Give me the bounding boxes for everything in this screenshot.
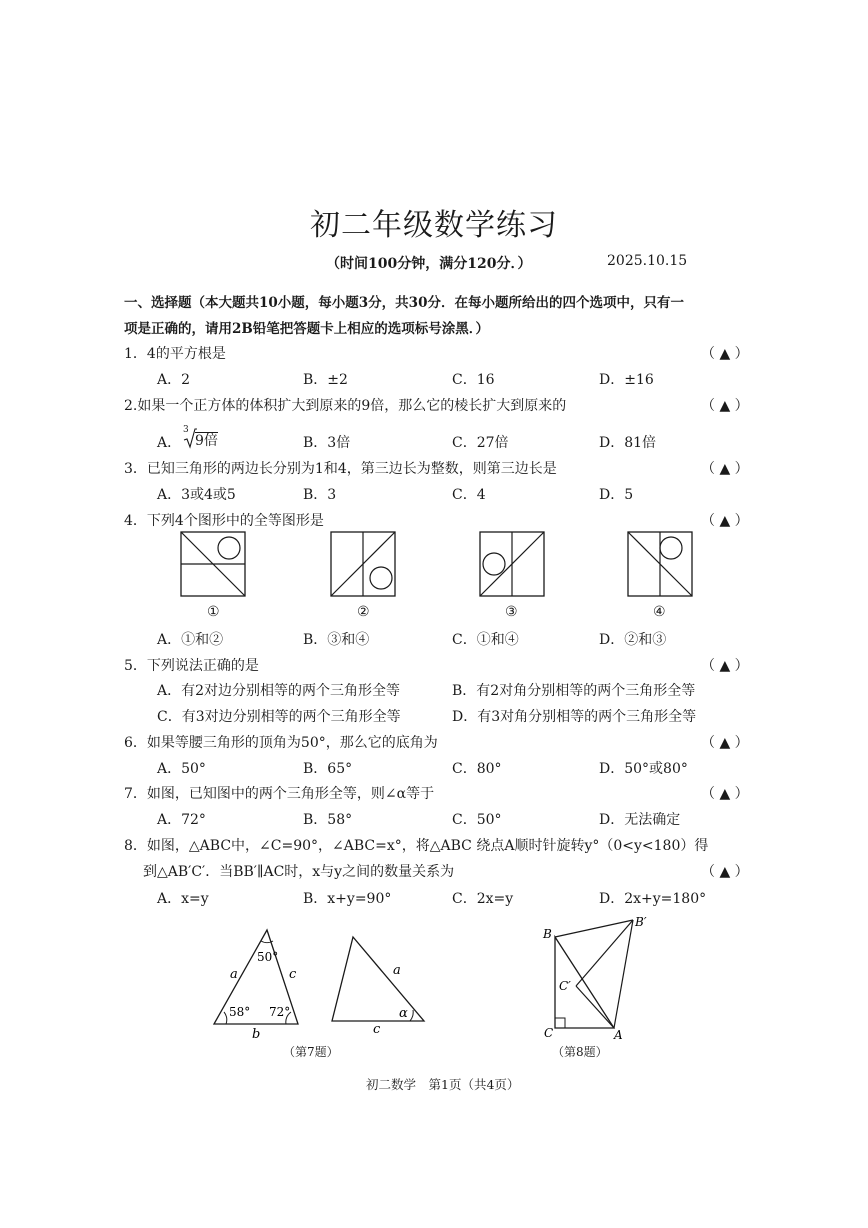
q7-option-b: B．58° bbox=[303, 812, 353, 828]
q7-angle-right: 72° bbox=[269, 1005, 291, 1019]
q8-label-b: B bbox=[543, 927, 552, 941]
q7-tri2-side-a: a bbox=[393, 963, 401, 978]
q7-angle-left: 58° bbox=[229, 1005, 251, 1019]
q8-label-cprime: C′ bbox=[559, 979, 571, 993]
q6-option-a: A．50° bbox=[157, 761, 206, 777]
q7-side-a: a bbox=[230, 967, 238, 982]
page-title: 初二年级数学练习 bbox=[310, 208, 558, 243]
q2-radical-index: 3 bbox=[183, 425, 189, 435]
q8-option-b: B．x+y=90° bbox=[303, 891, 392, 907]
question-1-stem: 1．4的平方根是 bbox=[124, 346, 226, 362]
q7-side-c: c bbox=[289, 967, 297, 982]
q8-option-a: A．x=y bbox=[157, 891, 209, 907]
q7-tri2-side-c: c bbox=[373, 1022, 381, 1037]
question-8-stem-line2: 到△AB′C′．当BB′∥AC时，x与y之间的数量关系为 bbox=[143, 864, 455, 880]
q6-option-d: D．50°或80° bbox=[599, 761, 688, 777]
q7-option-c: C．50° bbox=[452, 812, 502, 828]
q2-option-b: B．3倍 bbox=[303, 435, 351, 451]
q7-option-a: A．72° bbox=[157, 812, 206, 828]
section-heading-line1: 一、选择题（本大题共10小题，每小题3分，共30分．在每小题所给出的四个选项中，只有一 bbox=[124, 295, 684, 311]
q7-angle-top: 50° bbox=[257, 950, 279, 964]
q8-figure-caption: （第8题） bbox=[552, 1045, 608, 1059]
answer-mark-4: （ ▲ ） bbox=[701, 513, 749, 529]
question-4-stem: 4．下列4个图形中的全等图形是 bbox=[124, 513, 324, 529]
q8-label-a: A bbox=[614, 1028, 623, 1040]
answer-mark-2: （ ▲ ） bbox=[701, 398, 749, 414]
q1-option-a: A．2 bbox=[157, 372, 191, 388]
q3-option-a: A．3或4或5 bbox=[157, 487, 236, 503]
q7-tri2-alpha: α bbox=[399, 1006, 408, 1021]
q4-option-b: B．③和④ bbox=[303, 632, 370, 648]
q3-option-c: C．4 bbox=[452, 487, 486, 503]
q2-radicand: 9倍 bbox=[195, 433, 218, 449]
section-heading-line2: 项是正确的，请用2B铅笔把答题卡上相应的选项标号涂黑．） bbox=[124, 321, 490, 337]
q2-option-c: C．27倍 bbox=[452, 435, 509, 451]
q3-option-b: B．3 bbox=[303, 487, 337, 503]
answer-mark-6: （ ▲ ） bbox=[701, 735, 749, 751]
answer-mark-7: （ ▲ ） bbox=[701, 786, 749, 802]
q8-label-c: C bbox=[544, 1026, 554, 1040]
q5-option-a: A．有2对边分别相等的两个三角形全等 bbox=[157, 683, 401, 699]
q3-option-d: D．5 bbox=[599, 487, 634, 503]
q4-option-a: A．①和② bbox=[157, 632, 224, 648]
q4-figure-label-1: ① bbox=[207, 604, 220, 620]
q7-side-b: b bbox=[252, 1027, 261, 1040]
q1-option-d: D．±16 bbox=[599, 372, 654, 388]
q4-figure-label-3: ③ bbox=[505, 604, 518, 620]
q8-label-bprime: B′ bbox=[635, 915, 647, 929]
page-footer: 初二数学 第1页（共4页） bbox=[366, 1077, 520, 1092]
q8-option-c: C．2x=y bbox=[452, 891, 514, 907]
q7-figure-caption: （第7题） bbox=[283, 1045, 339, 1059]
q8-figure bbox=[538, 910, 658, 1040]
q1-option-b: B．±2 bbox=[303, 372, 348, 388]
q4-option-c: C．①和④ bbox=[452, 632, 519, 648]
q2-option-a: A． bbox=[157, 435, 182, 451]
q5-option-c: C．有3对边分别相等的两个三角形全等 bbox=[157, 709, 401, 725]
answer-mark-5: （ ▲ ） bbox=[701, 658, 749, 674]
question-8-stem: 8．如图，△ABC中，∠C=90°，∠ABC=x°，将△ABC 绕点A顺时针旋转y°（0<y<180）得 bbox=[124, 838, 709, 854]
q4-figure-label-2: ② bbox=[357, 604, 370, 620]
question-7-stem: 7．如图，已知图中的两个三角形全等，则∠α等于 bbox=[124, 786, 435, 802]
q4-figure-3 bbox=[479, 531, 547, 599]
q1-option-c: C．16 bbox=[452, 372, 495, 388]
q7-figure bbox=[200, 920, 440, 1040]
exam-info: （时间100分钟，满分120分．） bbox=[326, 256, 532, 272]
q8-option-d: D．2x+y=180° bbox=[599, 891, 707, 907]
exam-date: 2025.10.15 bbox=[607, 253, 688, 269]
q4-figure-2 bbox=[330, 531, 398, 599]
q4-figure-1 bbox=[180, 531, 248, 599]
q4-figure-4 bbox=[627, 531, 695, 599]
q2-option-d: D．81倍 bbox=[599, 435, 657, 451]
q4-option-d: D．②和③ bbox=[599, 632, 667, 648]
question-5-stem: 5．下列说法正确的是 bbox=[124, 658, 259, 674]
question-3-stem: 3．已知三角形的两边长分别为1和4，第三边长为整数，则第三边长是 bbox=[124, 461, 557, 477]
answer-mark-1: （ ▲ ） bbox=[701, 346, 749, 362]
q5-option-d: D．有3对角分别相等的两个三角形全等 bbox=[452, 709, 697, 725]
question-2-stem: 2.如果一个正方体的体积扩大到原来的9倍，那么它的棱长扩大到原来的 bbox=[124, 398, 567, 414]
question-6-stem: 6．如果等腰三角形的顶角为50°，那么它的底角为 bbox=[124, 735, 438, 751]
answer-mark-8: （ ▲ ） bbox=[701, 864, 749, 880]
q7-triangle-2 bbox=[332, 937, 424, 1021]
answer-mark-3: （ ▲ ） bbox=[701, 461, 749, 477]
q4-figure-label-4: ④ bbox=[653, 604, 666, 620]
q7-option-d: D．无法确定 bbox=[599, 812, 681, 828]
q5-option-b: B．有2对角分别相等的两个三角形全等 bbox=[452, 683, 696, 699]
q6-option-c: C．80° bbox=[452, 761, 502, 777]
q6-option-b: B．65° bbox=[303, 761, 353, 777]
